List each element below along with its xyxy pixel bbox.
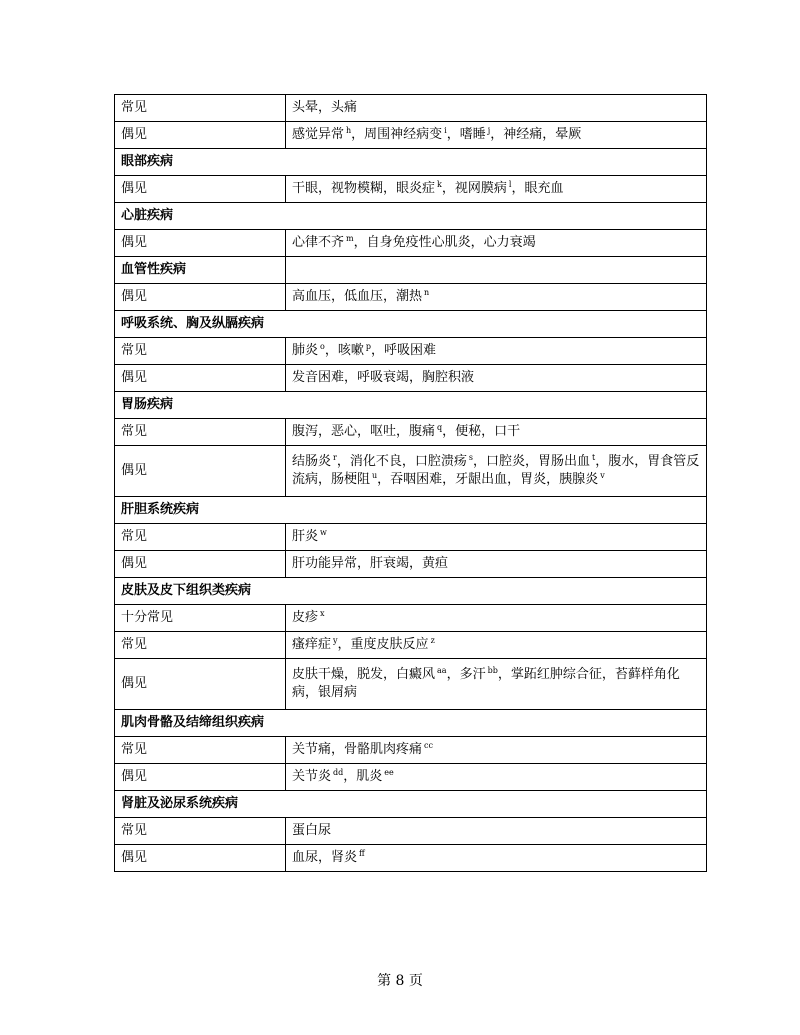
table-row [115,818,707,845]
frequency-cell: 偶见 [115,551,286,578]
frequency-cell: 偶见 [115,764,286,791]
category-header: 肾脏及泌尿系统疾病 [115,791,707,818]
frequency-cell: 常见 [115,524,286,551]
category-header: 肌肉骨骼及结缔组织疾病 [115,710,707,737]
reaction-text: ，自身免疫性心肌炎，心力衰竭 [353,235,536,250]
footnote-marker: j [487,126,491,135]
reactions-cell [286,737,707,764]
footnote-marker: s [468,453,473,462]
table-row [115,95,707,122]
reaction-text: 蛋白尿 [292,823,332,838]
category-header: 心脏疾病 [115,203,707,230]
footnote-marker: ee [384,768,394,777]
reactions-cell [286,524,707,551]
footnote-marker: r [333,453,337,462]
reaction-text: 心律不齐 [292,235,345,250]
category-header: 皮肤及皮下组织类疾病 [115,578,707,605]
footnote-marker: h [346,126,352,135]
reaction-text: ，视网膜病 [441,181,507,196]
category-header: 胃肠疾病 [115,392,707,419]
table-row [115,230,707,257]
table-row [115,176,707,203]
reactions-cell [286,365,707,392]
category-header-row [115,791,707,818]
reactions-cell [286,338,707,365]
table-row [115,419,707,446]
category-header-row [115,257,707,284]
reactions-cell [286,845,707,872]
frequency-cell: 常见 [115,632,286,659]
category-header-row [115,149,707,176]
reactions-cell [286,284,707,311]
table-row [115,365,707,392]
reactions-cell [286,632,707,659]
reaction-text: ，呼吸困难 [370,343,436,358]
footnote-marker: q [437,423,443,432]
table-row [115,737,707,764]
frequency-cell: 常见 [115,338,286,365]
reaction-text: ，神经痛，晕厥 [490,127,582,142]
reaction-text: ，眼充血 [511,181,564,196]
frequency-cell: 偶见 [115,122,286,149]
table-row [115,764,707,791]
frequency-cell: 偶见 [115,845,286,872]
page-number: 第 8 页 [377,973,423,989]
reaction-text: ，口腔炎，胃肠出血 [472,454,590,469]
frequency-cell: 偶见 [115,230,286,257]
footnote-marker: p [365,342,371,351]
reaction-text: 肝功能异常，肝衰竭，黄疸 [292,556,449,571]
reactions-cell [286,659,707,710]
category-header: 血管性疾病 [115,257,286,284]
reaction-text: ，周围神经病变 [351,127,443,142]
frequency-cell: 偶见 [115,659,286,710]
frequency-cell: 常见 [115,818,286,845]
reactions-cell [286,122,707,149]
reaction-text: 肺炎 [292,343,319,358]
reaction-text: ，腹水，胃食管反流病，肠梗阻 [292,454,700,487]
category-header: 呼吸系统、胸及纵膈疾病 [115,311,707,338]
reactions-cell [286,818,707,845]
footnote-marker: m [346,234,354,243]
table-row [115,446,707,497]
reaction-text: 头晕，头痛 [292,100,358,115]
reaction-text: ，肌炎 [343,769,383,784]
category-header-row [115,497,707,524]
table-row [115,845,707,872]
reaction-text: ，咳嗽 [324,343,364,358]
footnote-marker: k [437,180,442,189]
footnote-marker: o [320,342,325,351]
footnote-marker: n [424,288,430,297]
footnote-marker: u [372,471,378,480]
footnote-marker: bb [487,666,498,675]
footnote-marker: ff [359,849,365,858]
frequency-cell: 偶见 [115,176,286,203]
reaction-text: ，掌跖红肿综合征，苔藓样角化病，银屑病 [292,667,680,700]
reaction-text: ，便秘，口干 [442,424,521,439]
category-header-row [115,392,707,419]
reactions-cell [286,605,707,632]
category-header: 肝胆系统疾病 [115,497,707,524]
reaction-text: 腹泻，恶心，呕吐，腹痛 [292,424,436,439]
reaction-text: 皮肤干燥，脱发，白癜风 [292,667,436,682]
footnote-marker: y [333,636,338,645]
reaction-text: ，重度皮肤反应 [337,637,429,652]
reaction-text: 干眼，视物模糊，眼炎症 [292,181,436,196]
footnote-marker: t [591,453,596,462]
table-row [115,632,707,659]
footnote-marker: l [508,180,512,189]
reaction-text: ，嗜睡 [446,127,486,142]
reactions-cell [286,95,707,122]
reaction-text: ，吞咽困难，牙龈出血，胃炎，胰腺炎 [377,472,599,487]
category-header-row [115,578,707,605]
category-header-row [115,311,707,338]
frequency-cell: 偶见 [115,284,286,311]
table-row [115,551,707,578]
frequency-cell: 十分常见 [115,605,286,632]
table-row [115,605,707,632]
reaction-text: 皮疹 [292,610,319,625]
category-header: 眼部疾病 [115,149,707,176]
table-row [115,338,707,365]
reactions-cell [286,446,707,497]
category-header-row [115,203,707,230]
table-row [115,122,707,149]
footnote-marker: x [320,609,325,618]
reaction-text: ，消化不良，口腔溃疡 [336,454,467,469]
frequency-cell: 偶见 [115,446,286,497]
reactions-cell [286,230,707,257]
table-row [115,524,707,551]
footnote-marker: v [600,471,605,480]
footnote-marker: cc [424,741,433,750]
footnote-marker: i [444,126,447,135]
table-row [115,284,707,311]
reactions-cell [286,764,707,791]
reaction-text: 感觉异常 [292,127,345,142]
adverse-reactions-table [114,94,707,872]
reaction-text: 发音困难，呼吸衰竭，胸腔积液 [292,370,475,385]
footnote-marker: dd [333,768,344,777]
reaction-text: ，多汗 [446,667,486,682]
reactions-cell [286,419,707,446]
reaction-text: 关节炎 [292,769,332,784]
reaction-text: 关节痛，骨骼肌肉疼痛 [292,742,423,757]
reactions-cell [286,176,707,203]
table-row [115,659,707,710]
reaction-text: 肝炎 [292,529,319,544]
frequency-cell: 常见 [115,737,286,764]
category-header-row [115,710,707,737]
frequency-cell: 偶见 [115,365,286,392]
footnote-marker: aa [437,666,447,675]
frequency-cell: 常见 [115,95,286,122]
empty-cell [286,257,707,284]
reaction-text: 高血压，低血压，潮热 [292,289,423,304]
reaction-text: 血尿，肾炎 [292,850,358,865]
footnote-marker: w [320,528,327,537]
frequency-cell: 常见 [115,419,286,446]
reaction-text: 瘙痒症 [292,637,332,652]
footnote-marker: z [430,636,435,645]
reactions-cell [286,551,707,578]
reaction-text: 结肠炎 [292,454,332,469]
